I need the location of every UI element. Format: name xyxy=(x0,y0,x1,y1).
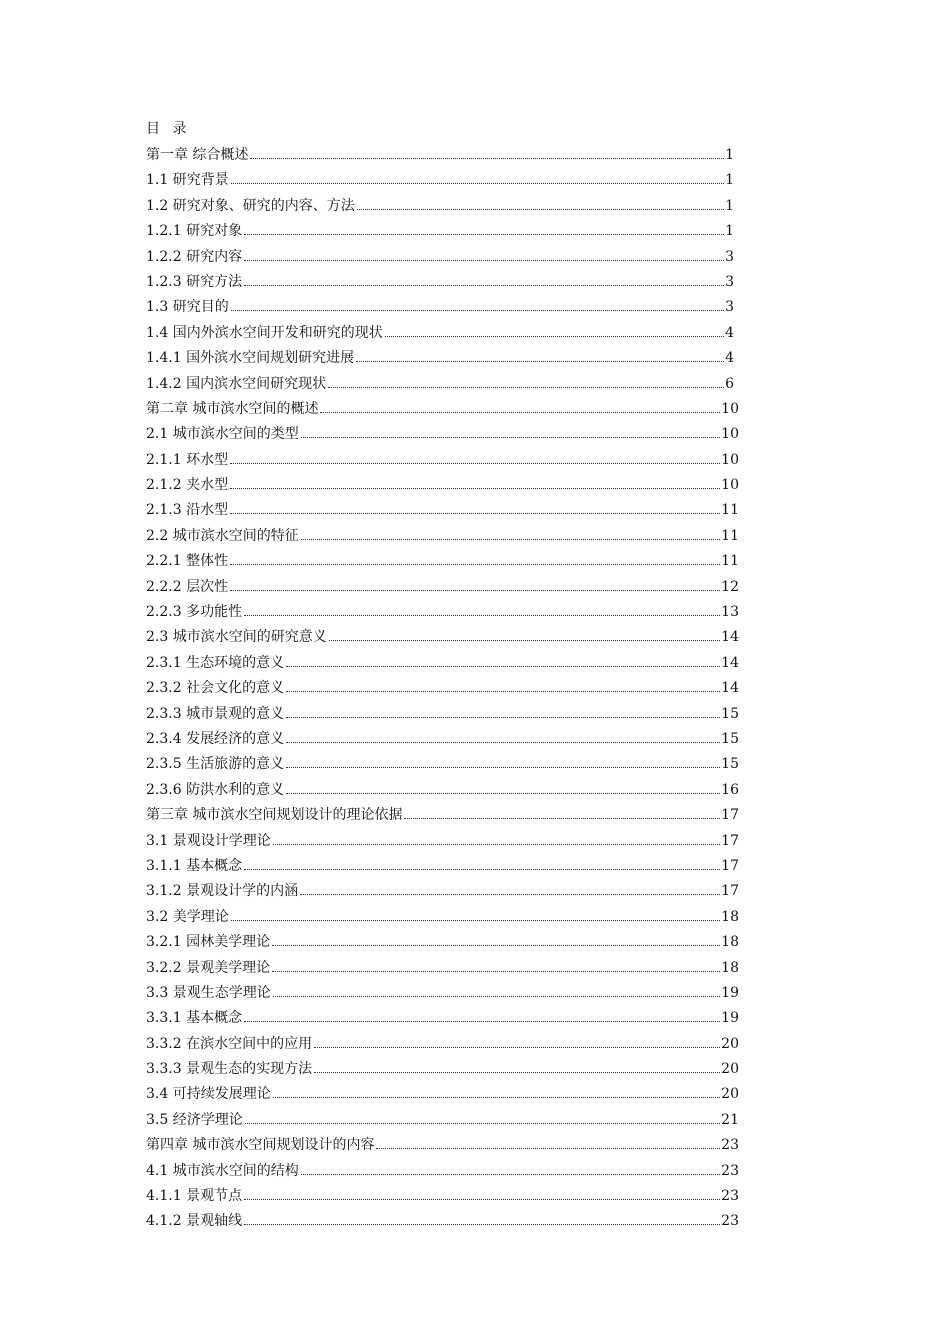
toc-leader-dots xyxy=(244,260,724,261)
toc-entry-page: 10 xyxy=(721,426,739,443)
toc-leader-dots xyxy=(286,666,720,667)
toc-entry xyxy=(146,907,746,932)
toc-leader-dots xyxy=(244,1199,720,1200)
toc-entry-label: 3.3 景观生态学理论 xyxy=(146,984,271,1001)
toc-entry-label: 3.1.1 基本概念 xyxy=(146,857,243,874)
toc-entry xyxy=(146,526,746,551)
toc-entry xyxy=(146,221,746,246)
toc-leader-dots xyxy=(300,894,720,895)
toc-leader-dots xyxy=(231,310,724,311)
toc-leader-dots xyxy=(286,742,720,743)
toc-leader-dots xyxy=(320,412,720,413)
toc-title: 目 录 xyxy=(146,121,191,137)
toc-entry-label: 2.2.1 整体性 xyxy=(146,553,229,570)
toc-leader-dots xyxy=(328,387,724,388)
toc-entry-page: 4 xyxy=(725,324,734,341)
toc-leader-dots xyxy=(230,590,720,591)
toc-entry-label: 3.1 景观设计学理论 xyxy=(146,832,271,849)
toc-entry-label: 2.1 城市滨水空间的类型 xyxy=(146,426,299,443)
toc-entry-label: 第二章 城市滨水空间的概述 xyxy=(146,400,319,417)
toc-entry-page: 11 xyxy=(721,527,739,544)
toc-entry-page: 17 xyxy=(721,857,739,874)
toc-leader-dots xyxy=(286,793,720,794)
toc-leader-dots xyxy=(244,615,720,616)
toc-entry-page: 18 xyxy=(721,934,739,951)
toc-entry xyxy=(146,297,746,322)
toc-entry-label: 第三章 城市滨水空间规划设计的理论依据 xyxy=(146,807,403,824)
toc-entry xyxy=(146,323,746,348)
toc-entry-label: 3.1.2 景观设计学的内涵 xyxy=(146,883,299,900)
toc-entry-label: 2.3.2 社会文化的意义 xyxy=(146,680,285,697)
toc-entry xyxy=(146,475,746,500)
toc-entry-page: 15 xyxy=(721,756,739,773)
toc-entry-label: 第一章 综合概述 xyxy=(146,147,249,163)
toc-leader-dots xyxy=(244,1021,720,1022)
toc-entry-label: 3.3.3 景观生态的实现方法 xyxy=(146,1061,313,1078)
toc-entry-label: 1.4 国内外滨水空间开发和研究的现状 xyxy=(146,324,383,341)
toc-entry-label: 3.2 美学理论 xyxy=(146,908,229,925)
toc-entry xyxy=(146,577,746,602)
toc-entry-label: 2.3.5 生活旅游的意义 xyxy=(146,756,285,773)
toc-entry xyxy=(146,805,746,830)
toc-leader-dots xyxy=(230,513,720,514)
toc-entry-label: 第四章 城市滨水空间规划设计的内容 xyxy=(146,1137,375,1154)
toc-entry xyxy=(146,500,746,525)
toc-entry xyxy=(146,881,746,906)
toc-leader-dots xyxy=(230,564,720,565)
toc-entry-label: 3.4 可持续发展理论 xyxy=(146,1086,271,1103)
toc-entry-label: 1.2.3 研究方法 xyxy=(146,273,243,290)
toc-entry xyxy=(146,729,746,754)
toc-leader-dots xyxy=(244,1224,720,1225)
toc-leader-dots xyxy=(385,336,724,337)
toc-entry-label: 2.3.6 防洪水利的意义 xyxy=(146,781,285,798)
toc-entry-label: 2.1.3 沿水型 xyxy=(146,502,229,519)
toc-entry xyxy=(146,272,746,297)
toc-entry xyxy=(146,1084,746,1109)
toc-entry xyxy=(146,831,746,856)
toc-entry-label: 1.2 研究对象、研究的内容、方法 xyxy=(146,197,355,214)
toc-leader-dots xyxy=(376,1148,720,1149)
toc-entry xyxy=(146,627,746,652)
toc-entry xyxy=(146,196,746,221)
toc-entry xyxy=(146,1186,746,1211)
toc-entry-label: 4.1.1 景观节点 xyxy=(146,1188,243,1205)
toc-entry-page: 19 xyxy=(721,984,739,1001)
toc-entry-label: 1.4.1 国外滨水空间规划研究进展 xyxy=(146,350,355,367)
toc-entry-page: 23 xyxy=(721,1162,739,1179)
toc-entry xyxy=(146,958,746,983)
toc-entry-page: 1 xyxy=(725,197,734,214)
toc-entry-page: 10 xyxy=(721,400,739,417)
toc-leader-dots xyxy=(273,1097,720,1098)
toc-entry-page: 10 xyxy=(721,451,739,468)
toc-entry-label: 1.2.2 研究内容 xyxy=(146,248,243,265)
toc-leader-dots xyxy=(244,869,720,870)
toc-entry-label: 1.2.1 研究对象 xyxy=(146,223,243,240)
toc-leader-dots xyxy=(230,463,720,464)
toc-entry xyxy=(146,1211,746,1236)
toc-leader-dots xyxy=(329,640,720,641)
toc-entry-label: 2.2.3 多功能性 xyxy=(146,604,243,621)
toc-entry-label: 1.3 研究目的 xyxy=(146,299,229,316)
toc-leader-dots xyxy=(301,539,720,540)
toc-entry-page: 23 xyxy=(721,1137,739,1154)
toc-leader-dots xyxy=(231,920,720,921)
toc-list xyxy=(146,145,746,1237)
toc-entry-page: 18 xyxy=(721,959,739,976)
toc-entry-page: 14 xyxy=(721,629,739,646)
toc-leader-dots xyxy=(356,361,724,362)
toc-entry-label: 2.3.1 生态环境的意义 xyxy=(146,654,285,671)
toc-entry-page: 17 xyxy=(721,832,739,849)
toc-entry xyxy=(146,780,746,805)
toc-entry-label: 3.2.1 园林美学理论 xyxy=(146,934,271,951)
toc-entry-label: 2.2.2 层次性 xyxy=(146,578,229,595)
toc-entry-label: 3.3.1 基本概念 xyxy=(146,1010,243,1027)
toc-entry-page: 10 xyxy=(721,477,739,494)
toc-entry-label: 3.2.2 景观美学理论 xyxy=(146,959,271,976)
toc-leader-dots xyxy=(286,767,720,768)
toc-entry-page: 1 xyxy=(725,147,734,163)
toc-leader-dots xyxy=(272,945,720,946)
toc-leader-dots xyxy=(301,1174,720,1175)
toc-entry-page: 20 xyxy=(721,1061,739,1078)
toc-entry-label: 2.3.3 城市景观的意义 xyxy=(146,705,285,722)
toc-entry xyxy=(146,754,746,779)
toc-entry xyxy=(146,424,746,449)
toc-entry-page: 1 xyxy=(725,172,734,189)
toc-entry xyxy=(146,145,746,170)
toc-entry xyxy=(146,856,746,881)
toc-entry-page: 17 xyxy=(721,883,739,900)
toc-entry xyxy=(146,678,746,703)
toc-leader-dots xyxy=(244,285,724,286)
toc-entry xyxy=(146,1110,746,1135)
toc-entry xyxy=(146,374,746,399)
toc-entry-page: 3 xyxy=(725,273,734,290)
toc-entry-page: 13 xyxy=(721,604,739,621)
toc-entry-page: 11 xyxy=(721,502,739,519)
toc-leader-dots xyxy=(245,1123,720,1124)
toc-leader-dots xyxy=(314,1072,720,1073)
toc-entry-page: 23 xyxy=(721,1213,739,1230)
toc-entry-page: 19 xyxy=(721,1010,739,1027)
toc-entry xyxy=(146,1034,746,1059)
toc-leader-dots xyxy=(404,818,720,819)
toc-entry-page: 3 xyxy=(725,299,734,316)
toc-entry xyxy=(146,1161,746,1186)
toc-entry-label: 2.2 城市滨水空间的特征 xyxy=(146,527,299,544)
toc-entry-page: 21 xyxy=(721,1111,739,1128)
toc-entry xyxy=(146,704,746,729)
toc-entry-label: 2.1.2 夹水型 xyxy=(146,477,229,494)
toc-leader-dots xyxy=(286,691,720,692)
toc-entry xyxy=(146,932,746,957)
toc-entry-page: 16 xyxy=(721,781,739,798)
toc-entry-page: 15 xyxy=(721,730,739,747)
toc-leader-dots xyxy=(301,437,720,438)
toc-entry-page: 1 xyxy=(725,223,734,240)
toc-entry xyxy=(146,170,746,195)
toc-entry-page: 3 xyxy=(725,248,734,265)
toc-leader-dots xyxy=(231,183,724,184)
toc-entry-label: 3.5 经济学理论 xyxy=(146,1111,243,1128)
toc-entry-page: 14 xyxy=(721,654,739,671)
toc-leader-dots xyxy=(273,844,720,845)
toc-leader-dots xyxy=(357,209,724,210)
toc-entry-page: 12 xyxy=(721,578,739,595)
toc-entry xyxy=(146,983,746,1008)
toc-entry-page: 15 xyxy=(721,705,739,722)
toc-leader-dots xyxy=(244,234,724,235)
toc-entry xyxy=(146,450,746,475)
toc-entry-page: 6 xyxy=(725,375,734,392)
toc-entry xyxy=(146,551,746,576)
toc-entry-page: 20 xyxy=(721,1086,739,1103)
toc-entry-page: 20 xyxy=(721,1035,739,1052)
toc-entry xyxy=(146,348,746,373)
toc-entry-label: 2.3.4 发展经济的意义 xyxy=(146,730,285,747)
toc-entry xyxy=(146,653,746,678)
toc-entry-page: 23 xyxy=(721,1188,739,1205)
toc-entry-page: 18 xyxy=(721,908,739,925)
toc-entry-label: 2.1.1 环水型 xyxy=(146,451,229,468)
toc-entry-label: 1.4.2 国内滨水空间研究现状 xyxy=(146,375,327,392)
toc-entry-label: 4.1.2 景观轴线 xyxy=(146,1213,243,1230)
toc-entry-label: 1.1 研究背景 xyxy=(146,172,229,189)
toc-entry-label: 2.3 城市滨水空间的研究意义 xyxy=(146,629,327,646)
toc-entry xyxy=(146,1135,746,1160)
toc-entry-page: 11 xyxy=(721,553,739,570)
toc-entry-page: 4 xyxy=(725,350,734,367)
toc-leader-dots xyxy=(273,996,720,997)
toc-entry xyxy=(146,1059,746,1084)
toc-leader-dots xyxy=(272,971,720,972)
toc-entry xyxy=(146,399,746,424)
toc-entry-page: 17 xyxy=(721,807,739,824)
toc-entry-label: 4.1 城市滨水空间的结构 xyxy=(146,1162,299,1179)
toc-entry xyxy=(146,602,746,627)
toc-entry xyxy=(146,247,746,272)
toc-entry-label: 3.3.2 在滨水空间中的应用 xyxy=(146,1035,313,1052)
toc-leader-dots xyxy=(314,1047,720,1048)
toc-leader-dots xyxy=(250,158,724,159)
toc-leader-dots xyxy=(230,488,720,489)
toc-entry-page: 14 xyxy=(721,680,739,697)
toc-leader-dots xyxy=(286,717,720,718)
toc-entry xyxy=(146,1008,746,1033)
